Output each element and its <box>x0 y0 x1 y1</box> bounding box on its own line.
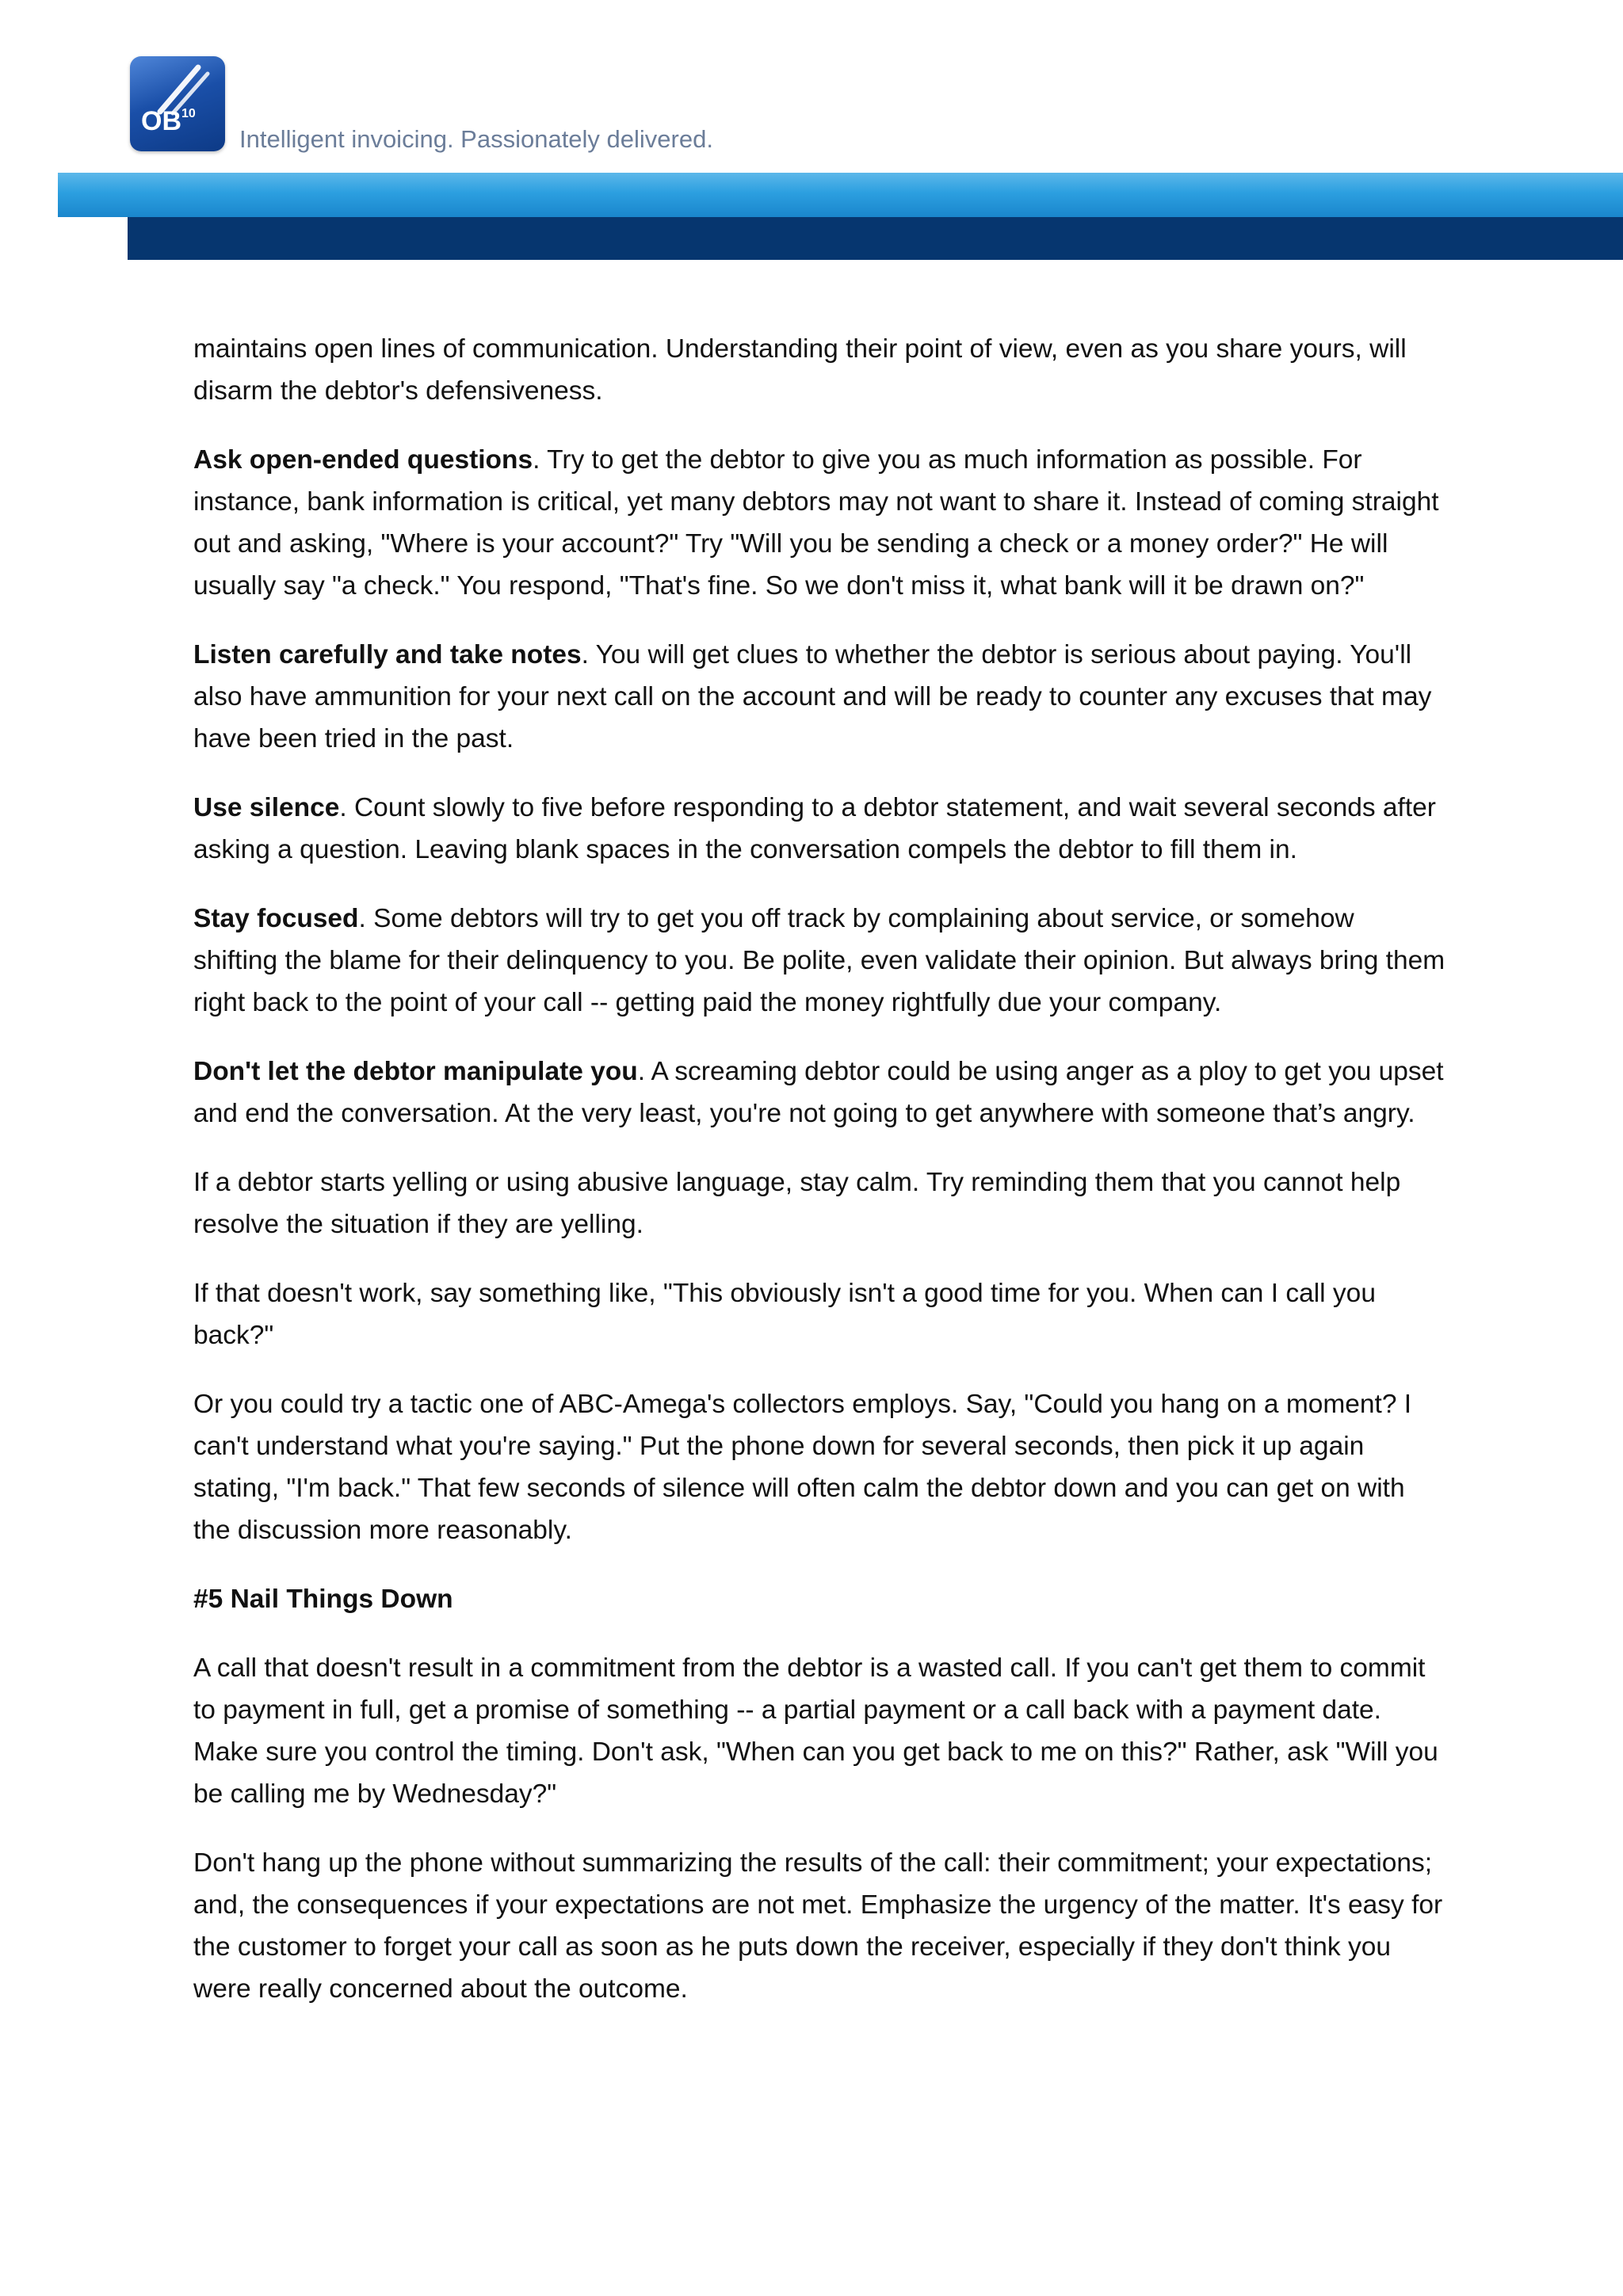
section-heading: #5 Nail Things Down <box>193 1585 453 1614</box>
paragraph-summarize: Don't hang up the phone without summarizing the results of the call: their commitment; your expectations; and, the consequences if your expectations are not met. Emphasize the urgency of the matter. It's easy for the customer to forget your call as soon as he puts down the receiver, especially if they don't think you were really concerned about the outcome. <box>193 1848 1443 2004</box>
header-band-light <box>58 173 1623 217</box>
tip-heading: Ask open-ended questions <box>193 445 533 475</box>
paragraph-listen-carefully: Listen carefully and take notes. You will get clues to whether the debtor is serious about paying. You'll also have ammunition for your next call on the account and will be ready to counter any excuses that may have been tried in the past. <box>193 640 1432 753</box>
paragraph-hang-on-tactic: Or you could try a tactic one of ABC-Amega's collectors employs. Say, "Could you hang on a moment? I can't understand what you're saying." Put the phone down for several seconds, then pick it up again stating, "I'm back." That few seconds of silence will often calm the debtor down and you can get on with the discussion more reasonably. <box>193 1390 1412 1545</box>
page-header <box>0 0 1623 261</box>
paragraph-use-silence: Use silence. Count slowly to five before responding to a debtor statement, and wait several seconds after asking a question. Leaving blank spaces in the conversation compels the debtor to fill them in. <box>193 793 1436 864</box>
header-band-dark <box>128 217 1623 260</box>
paragraph-commitment: A call that doesn't result in a commitment from the debtor is a wasted call. If you can't get them to commit to payment in full, get a promise of something -- a partial payment or a call back with a payment date. Make sure you control the timing. Don't ask, "When can you get back to me on this?" Rather, ask "Will you be calling me by Wednesday?" <box>193 1653 1438 1809</box>
logo-swoosh-icon <box>130 56 225 151</box>
paragraph-stay-focused: Stay focused. Some debtors will try to get you off track by complaining about service, or somehow shifting the blame for their delinquency to you. Be polite, even validate their opinion. But always bring them right back to the point of your call -- getting paid the money rightfully due your company. <box>193 904 1445 1017</box>
logo-text: OB$^{10}$ <box>141 106 196 136</box>
ob10-logo <box>130 56 225 151</box>
tagline: Intelligent invoicing. Passionately delivered. <box>239 125 713 153</box>
document-body <box>193 328 1445 2037</box>
paragraph-call-back: If that doesn't work, say something like, "This obviously isn't a good time for you. When can I call you back?" <box>193 1279 1376 1350</box>
paragraph-open-ended-questions: Ask open-ended questions. Try to get the debtor to give you as much information as possible. For instance, bank information is critical, yet many debtors may not want to share it. Instead of coming straight out and asking, "Where is your account?" Try "Will you be sending a check or a money order?" He will usually say "a check." You respond, "That's fine. So we don't miss it, what bank will it be drawn on?" <box>193 445 1439 601</box>
tip-heading: Use silence <box>193 793 340 822</box>
paragraph-dont-manipulate: Don't let the debtor manipulate you. A screaming debtor could be using anger as a ploy to get you upset and end the conversation. At the very least, you're not going to get anywhere with someone that’s angry. <box>193 1057 1444 1128</box>
paragraph-stay-calm: If a debtor starts yelling or using abusive language, stay calm. Try reminding them that you cannot help resolve the situation if they are yelling. <box>193 1168 1401 1239</box>
tip-heading: Listen carefully and take notes <box>193 640 582 669</box>
tip-heading: Don't let the debtor manipulate you <box>193 1057 638 1086</box>
paragraph-continuation: maintains open lines of communication. Understanding their point of view, even as you share yours, will disarm the debtor's defensiveness. <box>193 334 1407 406</box>
tip-heading: Stay focused <box>193 904 359 933</box>
